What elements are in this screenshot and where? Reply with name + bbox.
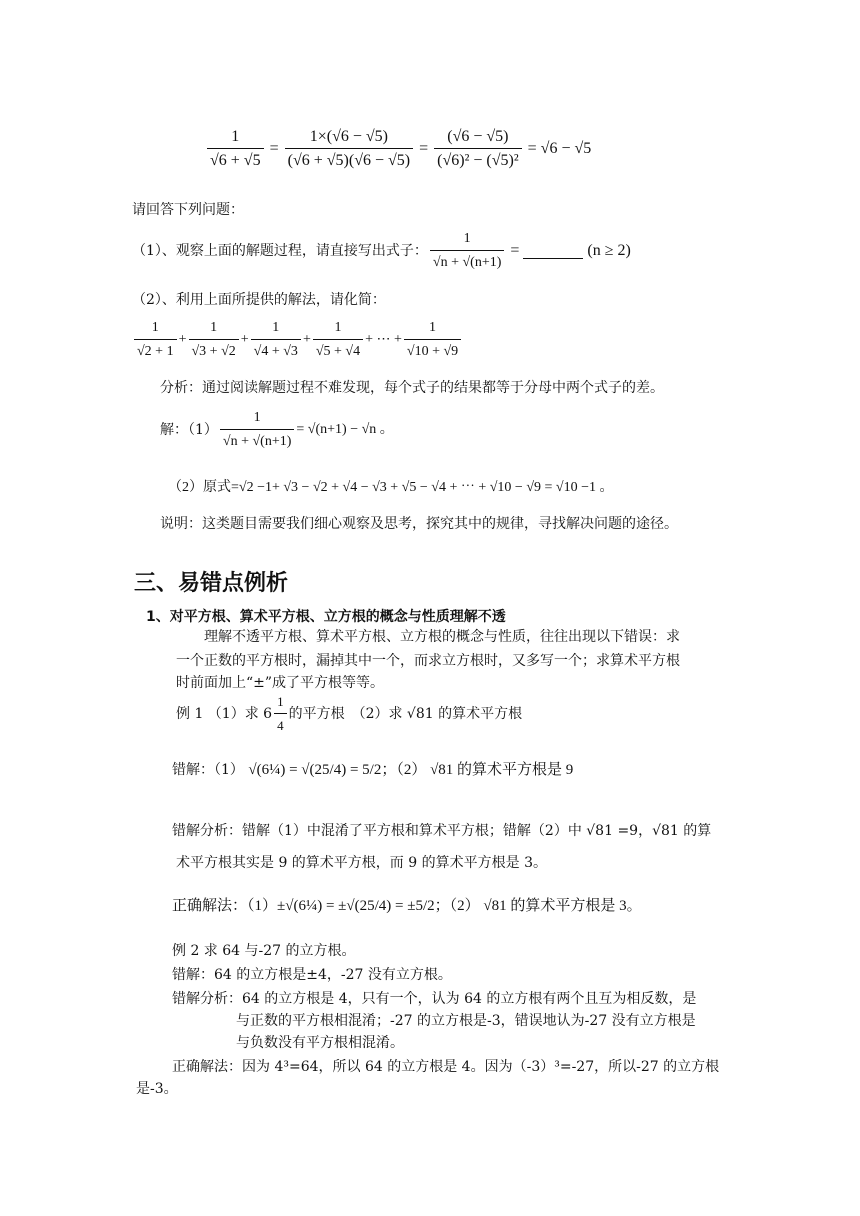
example-label: 例 1 （1）求 6 [176,706,273,722]
denominator: 4 [274,713,287,736]
numerator: (√6 − √5) [447,128,509,145]
numerator: 1 [210,320,218,335]
note-text: 说明：这类题目需要我们细心观察及思考，探究其中的规律，寻找解决问题的途径。 [160,516,678,532]
wrong-solution-1 [172,760,573,782]
fraction [404,318,461,362]
sub-title: 1、对平方根、算术平方根、立方根的概念与性质理解不透 [146,609,506,625]
example-2: 例 2 求 64 与-27 的立方根。 [172,943,356,959]
condition-text: (n ≥ 2) [587,242,631,259]
numerator: 1 [463,231,471,246]
numerator: 1 [231,128,240,145]
fraction [285,127,413,171]
fraction [313,318,363,362]
wrong-analysis-2-line: 与正数的平方根相混淆；-27 的立方根是-3，错误地认为-27 没有立方根是 [236,1013,696,1029]
wrong-analysis-line: 术平方根其实是 9 的算术平方根，而 9 的算术平方根是 3。 [176,855,547,871]
numerator: 1 [151,320,159,335]
example-text: 的平方根 （2）求 √81 的算术平方根 [288,706,523,722]
denominator: √n + √(n+1) [430,250,504,273]
question-1: （1）、观察上面的解题过程，请直接写出式子： $\frac{1}{√n + √(n+1)}$ = (n ≥ 2) [132,230,631,272]
solution-2: （2）原式=√2 −1+ √3 − √2 + √4 − √3 + √5 − √4 + ⋯ + √10 − √9 = √10 −1 。 [168,480,614,495]
numerator: 1 [429,320,437,335]
wrong-analysis-line: 错解分析：错解（1）中混淆了平方根和算术平方根；错解（2）中 √81 =9，√81 的算 [172,823,712,839]
wrong-analysis-2-line: 与负数没有平方根相混淆。 [236,1035,404,1051]
equation-result: √6 − √5 [540,140,592,157]
example-1 [176,694,522,734]
wrong-solution-2: 错解：64 的立方根是±4，-27 没有立方根。 [172,967,452,983]
intro-line: 一个正数的平方根时，漏掉其中一个，而求立方根时，又多写一个；求算术平方根 [176,653,680,669]
numerator: 1 [253,410,261,425]
ellipsis: + ⋯ + [365,332,402,347]
solution-rhs: = √(n+1) − √n 。 [296,422,394,437]
denominator: √2 + 1 [134,339,177,362]
denominator: √6 + √5 [207,148,264,171]
denominator: (√6 + √5)(√6 − √5) [285,148,413,171]
wrong-label: 错解：（1） [172,762,244,778]
question-1-text: （1）、观察上面的解题过程，请直接写出式子： [132,243,428,259]
fraction [251,318,301,362]
fraction [134,318,177,362]
denominator: √5 + √4 [313,339,363,362]
numerator: 1 [272,320,280,335]
fraction [430,229,504,273]
fraction [207,127,264,171]
wrong-expression: √(6¼) = √(25/4) = 5/2；（2） √81 的算术平方根是 9 [248,762,574,778]
analysis-text: 分析：通过阅读解题过程不难发现，每个式子的结果都等于分母中两个式子的差。 [160,380,664,396]
question-2-expression: $\frac{1}{√2 + 1}$ + $\frac{1}{√3 + √2}$ + $\frac{1}{√4 + √3}$ + $\frac{1}{√5 + √4}$ + ⋯ + $\frac{1}{√10 + √9}$ [132,318,463,362]
solution-1 [160,408,394,452]
mixed-fraction [274,692,287,736]
answer-blank [523,244,583,259]
fraction [189,318,239,362]
correct-solution-2-line: 是-3。 [136,1081,178,1097]
denominator: √4 + √3 [251,339,301,362]
wrong-analysis-2-line: 错解分析：64 的立方根是 4，只有一个，认为 64 的立方根有两个且互为相反数，是 [172,991,697,1007]
solution-label: 解：（1） [160,422,218,438]
numerator: 1 [334,320,342,335]
prompt-text: 请回答下列问题： [132,202,244,218]
top-equation: $\frac{1}{√6 + √5}$ = $\frac{1\times(√6 - √5)}{(√6 + √5)(√6 - √5)}$ = $\frac{(√6 - √5)}{\text{(√6)² − (√5)²}}$ = √6 − √5 [205,118,591,180]
correct-solution-2-line: 正确解法：因为 4³=64，所以 64 的立方根是 4。因为（-3）³=-27，所以-27 的立方根 [172,1059,720,1075]
denominator: √10 + √9 [404,339,461,362]
section-title: 三、易错点例析 [134,571,289,596]
denominator: √n + √(n+1) [220,429,294,452]
fraction [220,408,294,452]
question-2-text: （2）、利用上面所提供的解法，请化简： [132,292,386,308]
denominator: (√6)² − (√5)² [434,148,522,171]
numerator: 1×(√6 − √5) [309,128,388,145]
numerator: 1 [277,694,284,709]
denominator: √3 + √2 [189,339,239,362]
intro-line: 理解不透平方根、算术平方根、立方根的概念与性质，往往出现以下错误：求 [204,629,680,645]
correct-solution-1: 正确解法：（1）±√(6¼) = ±√(25/4) = ±5/2；（2） √81 的算术平方根是 3。 [172,898,642,914]
intro-line: 时前面加上“±”成了平方根等等。 [176,675,385,691]
fraction [434,127,522,171]
